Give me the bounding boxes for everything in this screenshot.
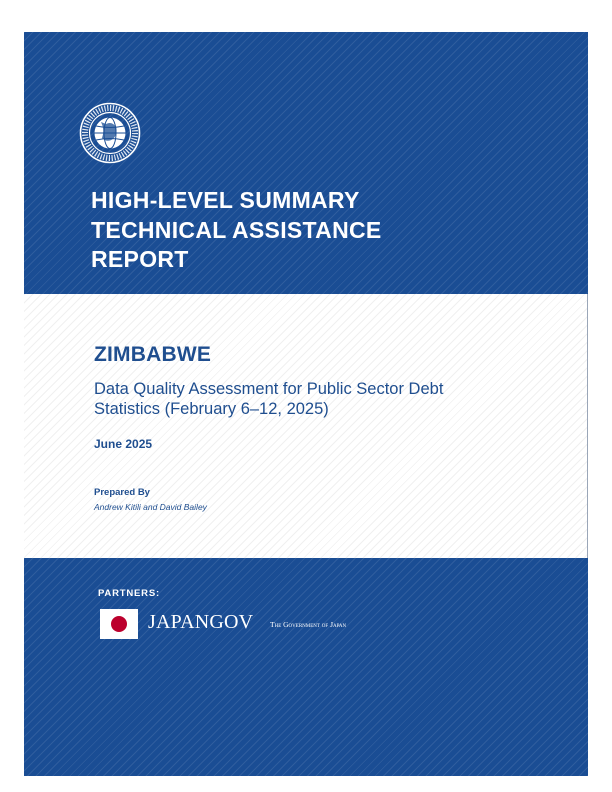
report-subtitle	[94, 379, 564, 419]
report-title-line: REPORT	[91, 246, 189, 272]
report-subtitle-line: Data Quality Assessment for Public Sector Debt	[94, 380, 444, 398]
flag-disc	[111, 616, 127, 632]
report-title	[91, 186, 571, 275]
authors: Andrew Kitili and David Bailey	[94, 502, 207, 512]
japan-flag-icon	[100, 609, 138, 639]
report-date: June 2025	[94, 437, 153, 451]
imf-seal-icon	[79, 102, 141, 164]
report-title-line: TECHNICAL ASSISTANCE	[91, 216, 382, 243]
partner-name: JAPANGOV	[148, 611, 254, 633]
report-title-line: HIGH-LEVEL SUMMARY	[91, 187, 360, 213]
prepared-by-label: Prepared By	[94, 487, 150, 498]
report-subtitle-line: Statistics (February 6–12, 2025)	[94, 400, 329, 418]
partner-full-name: The Government of Japan	[270, 620, 347, 629]
country-name: ZIMBABWE	[94, 343, 212, 366]
partners-label: PARTNERS:	[98, 588, 160, 599]
cover-middle-band	[24, 294, 588, 558]
report-cover	[24, 32, 588, 776]
